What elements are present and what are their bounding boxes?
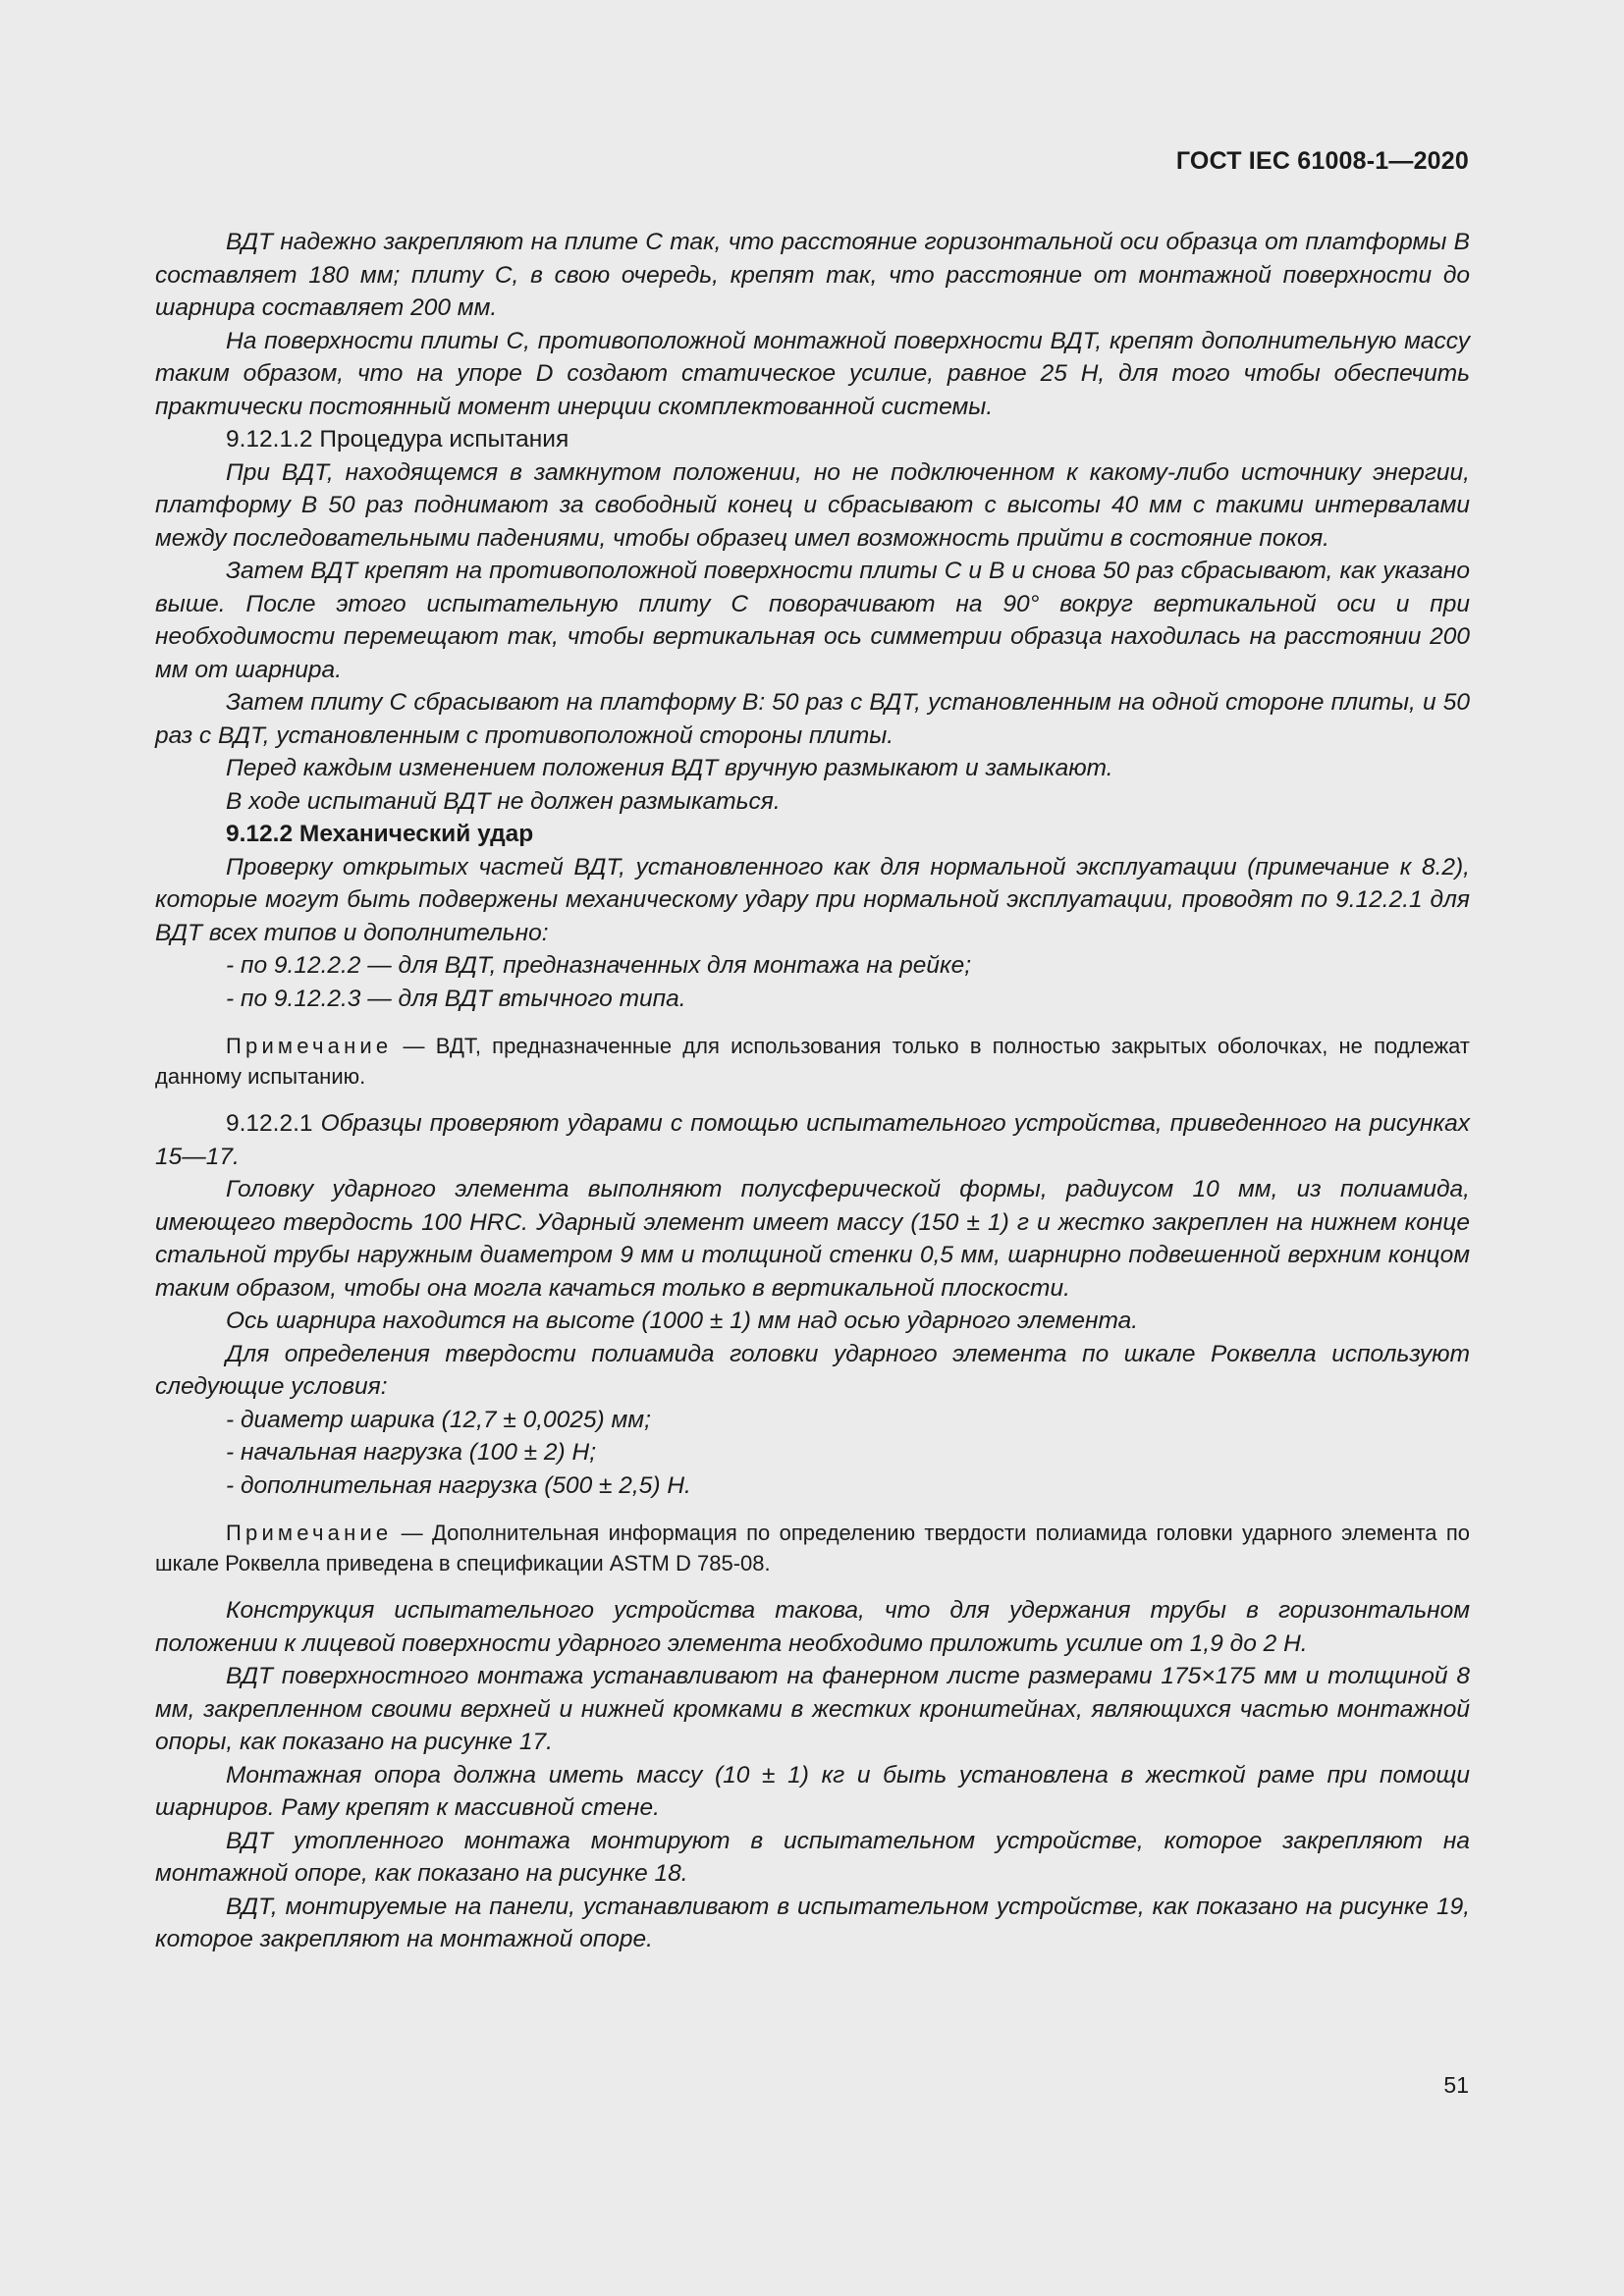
note-text: — ВДТ, предназначенные для использования только в полностью закрытых оболочках, не подлежат данному испытанию. xyxy=(155,1034,1470,1089)
paragraph: ВДТ поверхностного монтажа устанавливают на фанерном листе размерами 175×175 мм и толщиной 8 мм, закрепленном своими верхней и нижней кромками в жестких кронштейнах, являющихся частью монтажной опоры, как показано на рисунке 17. xyxy=(155,1663,1470,1755)
paragraph: ВДТ, монтируемые на панели, устанавливают в испытательном устройстве, как показано на рисунке 19, которое закрепляют на монтажной опоре. xyxy=(155,1893,1470,1952)
paragraph: Проверку открытых частей ВДТ, установленного как для нормальной эксплуатации (примечание к 8.2), которые могут быть подвержены механическому удару при нормальной эксплуатации, проводят по 9.12.2.1 для ВДТ всех типов и дополнительно: xyxy=(155,853,1470,946)
list-item: - по 9.12.2.2 — для ВДТ, предназначенных для монтажа на рейке; xyxy=(226,952,972,979)
section-heading: 9.12.2 Механический удар xyxy=(226,821,534,847)
list-item: - дополнительная нагрузка (500 ± 2,5) Н. xyxy=(226,1471,691,1499)
note-text: — Дополнительная информация по определению твердости полиамида головки ударного элемента по шкале Роквелла приведена в спецификации ASTM D 785-08. xyxy=(155,1521,1470,1575)
note-label: Примечание xyxy=(226,1521,393,1545)
page-number: 51 xyxy=(1443,2072,1469,2098)
note-label: Примечание xyxy=(226,1034,393,1058)
paragraph: Для определения твердости полиамида головки ударного элемента по шкале Роквелла используют следующие условия: xyxy=(155,1340,1470,1400)
paragraph: Конструкция испытательного устройства такова, что для удержания трубы в горизонтальном положении к лицевой поверхности ударного элемента необходимо приложить усилие от 1,9 до 2 Н. xyxy=(155,1597,1470,1657)
paragraph xyxy=(155,1107,1470,1173)
paragraph: Головку ударного элемента выполняют полусферической формы, радиусом 10 мм, из полиамида, имеющего твердость 100 HRC. Ударный элемент имеет массу (150 ± 1) г и жестко закреплен на нижнем конце стальной трубы наружным диаметром 9 мм и толщиной стенки 0,5 мм, шарнирно подвешенной верхним концом таким образом, чтобы она могла качаться только в вертикальной плоскости. xyxy=(155,1176,1470,1302)
paragraph: ВДТ надежно закрепляют на плите C так, что расстояние горизонтальной оси образца от платформы B составляет 180 мм; плиту C, в свою очередь, крепят так, что расстояние от монтажной поверхности до шарнира составляет 200 мм. xyxy=(155,229,1470,321)
paragraph: Монтажная опора должна иметь массу (10 ± 1) кг и быть установлена в жесткой раме при помощи шарниров. Раму крепят к массивной стене. xyxy=(155,1761,1470,1821)
paragraph: Затем ВДТ крепят на противоположной поверхности плиты C и B и снова 50 раз сбрасывают, как указано выше. После этого испытательную плиту C поворачивают на 90° вокруг вертикальной оси и при необходимости перемещают так, чтобы вертикальная ось симметрии образца находилась на расстоянии 200 мм от шарнира. xyxy=(155,558,1470,683)
body-text xyxy=(155,226,1470,1956)
list-item: - диаметр шарика (12,7 ± 0,0025) мм; xyxy=(226,1406,651,1433)
list-item: - по 9.12.2.3 — для ВДТ втычного типа. xyxy=(226,985,686,1012)
subsection-heading: 9.12.1.2 Процедура испытания xyxy=(226,426,569,453)
document-header: ГОСТ IEC 61008-1—2020 xyxy=(1175,147,1469,175)
paragraph: ВДТ утопленного монтажа монтируют в испытательном устройстве, которое закрепляют на монтажной опоре, как показано на рисунке 18. xyxy=(155,1827,1470,1887)
paragraph: На поверхности плиты C, противоположной монтажной поверхности ВДТ, крепят дополнительную массу таким образом, что на упоре D создают статическое усилие, равное 25 Н, для того чтобы обеспечить практически постоянный момент инерции скомплектованной системы. xyxy=(155,327,1470,420)
note xyxy=(155,1031,1470,1092)
paragraph: Затем плиту C сбрасывают на платформу B: 50 раз с ВДТ, установленным на одной стороне плиты, и 50 раз с ВДТ, установленным с противоположной стороны плиты. xyxy=(155,689,1470,749)
paragraph: При ВДТ, находящемся в замкнутом положении, но не подключенном к какому-либо источнику энергии, платформу B 50 раз поднимают за свободный конец и сбрасывают с высоты 40 мм с такими интервалами между последовательными падениями, чтобы образец имел возможность прийти в состояние покоя. xyxy=(155,458,1470,552)
paragraph: Ось шарнира находится на высоте (1000 ± 1) мм над осью ударного элемента. xyxy=(226,1308,1139,1334)
paragraph: В ходе испытаний ВДТ не должен размыкаться. xyxy=(226,787,781,815)
clause-number: 9.12.2.1 xyxy=(226,1110,321,1137)
clause-text: Образцы проверяют ударами с помощью испытательного устройства, приведенного на рисунках 15—17. xyxy=(155,1110,1470,1170)
list-item: - начальная нагрузка (100 ± 2) Н; xyxy=(226,1439,596,1466)
paragraph: Перед каждым изменением положения ВДТ вручную размыкают и замыкают. xyxy=(226,755,1113,781)
note xyxy=(155,1518,1470,1578)
